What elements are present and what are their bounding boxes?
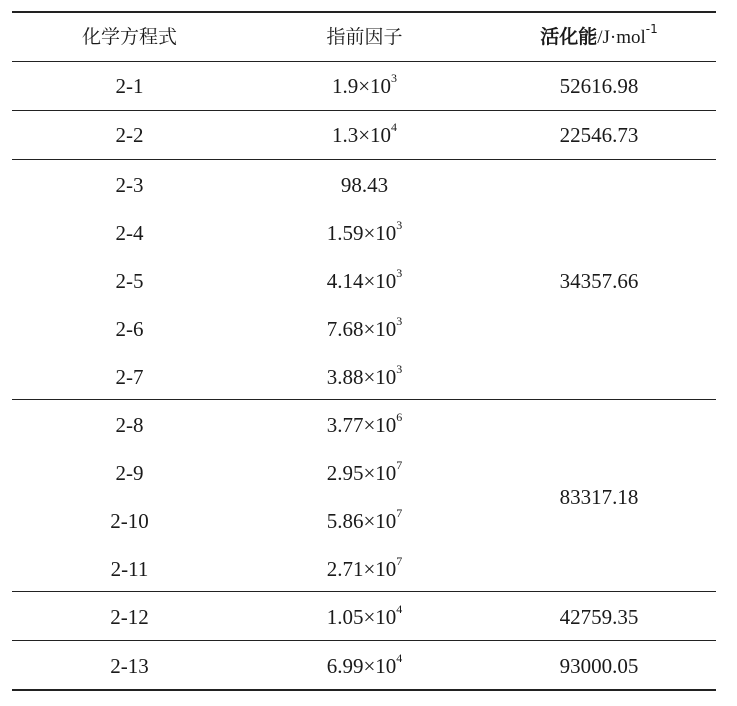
equation-id: 2-5 [115,269,144,293]
equation-id: 2-7 [115,365,144,389]
equation-cell [12,509,247,533]
equation-id: 2-12 [110,605,149,629]
equation-cell [12,123,247,147]
factor-exponent: 3 [391,71,398,85]
energy-value: 52616.98 [559,74,639,98]
factor-exponent: 7 [396,458,403,472]
equation-id: 2-11 [110,557,149,581]
equation-cell [12,74,247,98]
factor-exponent: 3 [396,314,403,328]
factor-mantissa: 6.99×10 [326,654,397,678]
equation-cell [12,317,247,341]
energy-cell [482,269,716,293]
factor-exponent: 4 [396,651,403,665]
equation-id: 2-3 [115,173,144,197]
energy-cell [482,74,716,98]
top-rule [12,11,716,13]
equation-cell [12,269,247,293]
header-factor-text: 指前因子 [326,26,403,48]
factor-exponent: 4 [396,602,403,616]
factor-mantissa: 3.77×10 [326,413,397,437]
factor-cell [247,458,482,485]
group-rule [12,159,716,160]
factor-mantissa: 1.3×10 [331,123,392,147]
equation-cell [12,365,247,389]
equation-id: 2-13 [110,654,149,678]
factor-mantissa: 2.71×10 [326,557,397,581]
factor-cell [247,602,482,629]
factor-cell [247,120,482,147]
factor-mantissa: 98.43 [340,173,389,197]
factor-exponent: 7 [396,554,403,568]
header-factor [247,25,482,49]
equation-cell [12,221,247,245]
group-rule [12,110,716,111]
factor-mantissa: 1.59×10 [326,221,397,245]
factor-cell [247,314,482,341]
equation-cell [12,654,247,678]
factor-mantissa: 3.88×10 [326,365,397,389]
factor-exponent: 3 [396,218,403,232]
header-energy-label: 活化能 [540,26,598,48]
equation-cell [12,461,247,485]
energy-cell [482,605,716,629]
equation-id: 2-8 [115,413,144,437]
factor-exponent: 3 [396,266,403,280]
factor-cell [247,362,482,389]
energy-value: 34357.66 [559,269,639,293]
factor-cell [247,71,482,98]
header-equation-text: 化学方程式 [81,26,177,48]
factor-cell [247,266,482,293]
equation-id: 2-9 [115,461,144,485]
equation-cell [12,173,247,197]
equation-id: 2-2 [115,123,144,147]
equation-id: 2-6 [115,317,144,341]
header-rule [12,61,716,62]
header-energy [482,21,716,50]
header-energy-unit: /J·mol [597,27,646,48]
energy-cell [482,123,716,147]
factor-mantissa: 5.86×10 [326,509,397,533]
factor-exponent: 6 [396,410,403,424]
header-equation [12,25,247,49]
factor-cell [247,218,482,245]
equation-id: 2-1 [115,74,144,98]
group-rule [12,640,716,641]
bottom-rule [12,689,716,691]
factor-cell [247,506,482,533]
group-rule [12,399,716,400]
factor-exponent: 3 [396,362,403,376]
equation-cell [12,605,247,629]
group-rule [12,591,716,592]
factor-mantissa: 1.05×10 [326,605,397,629]
factor-mantissa: 1.9×10 [331,74,392,98]
factor-mantissa: 4.14×10 [326,269,397,293]
factor-cell [247,410,482,437]
factor-cell [247,173,482,197]
energy-cell [482,485,716,509]
energy-value: 22546.73 [559,123,639,147]
energy-value: 93000.05 [559,654,639,678]
factor-mantissa: 7.68×10 [326,317,397,341]
equation-id: 2-4 [115,221,144,245]
energy-cell [482,654,716,678]
factor-exponent: 7 [396,506,403,520]
energy-value: 42759.35 [559,605,639,629]
equation-id: 2-10 [110,509,149,533]
energy-value: 83317.18 [559,485,639,509]
equation-cell [12,413,247,437]
equation-cell [12,557,247,581]
factor-exponent: 4 [391,120,398,134]
factor-cell [247,554,482,581]
header-energy-exp: -1 [645,21,658,36]
factor-cell [247,651,482,678]
factor-mantissa: 2.95×10 [326,461,397,485]
